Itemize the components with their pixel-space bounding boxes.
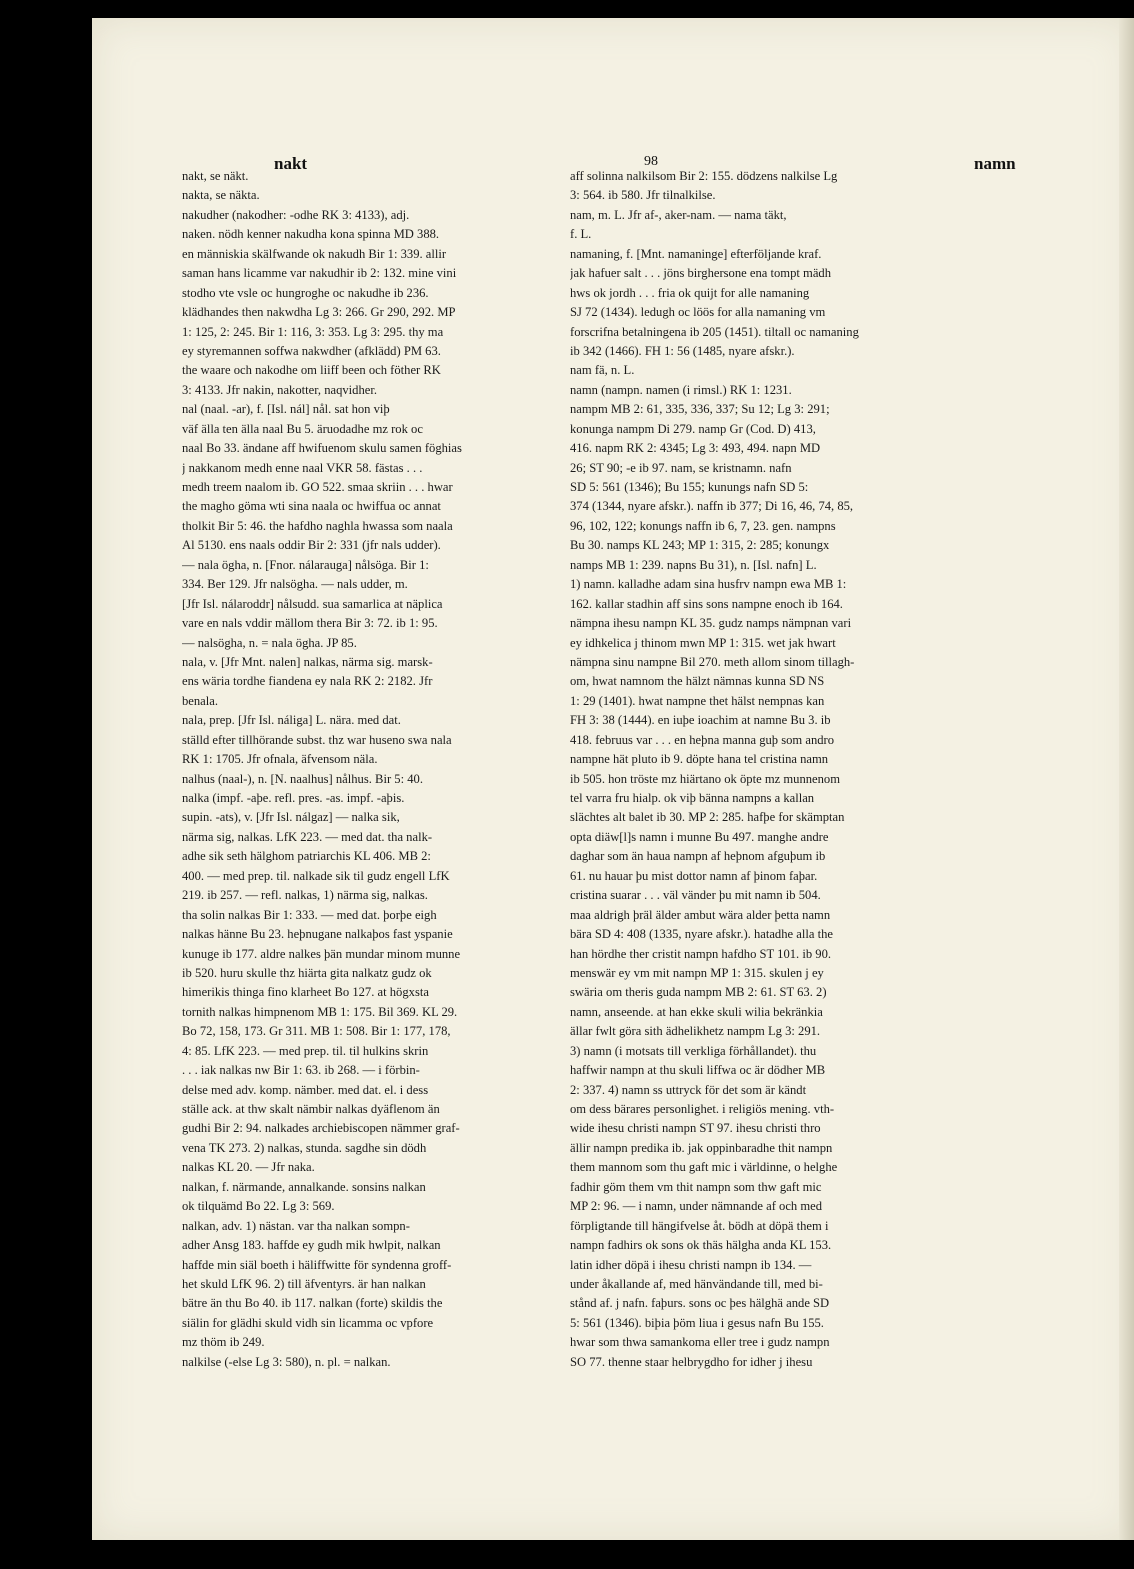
text-line: namps MB 1: 239. napns Bu 31), n. [Isl. nafn] L. (570, 557, 817, 572)
text-line: bära SD 4: 408 (1335, nyare afskr.). hatadhe alla the (570, 927, 833, 942)
text-line: 374 (1344, nyare afskr.). naffn ib 377; Di 16, 46, 74, 85, (570, 499, 854, 514)
text-line: j nakkanom medh enne naal VKR 58. fästas . . . (182, 460, 423, 475)
text-line: slächtes alt balet ib 30. MP 2: 285. hafþe for skämptan (570, 810, 845, 825)
text-line: nam, m. L. Jfr af-, aker-nam. — nama täkt, (570, 207, 787, 222)
text-line: nalkas hänne Bu 23. heþnugane nalkaþos fast yspanie (182, 927, 453, 942)
text-line: himerikis thinga fino klarheet Bo 127. at högxsta (182, 985, 429, 1000)
text-line: ib 505. hon tröste mz hiärtano ok öpte mz munnenom (570, 771, 841, 786)
text-line: maa aldrigh þräl älder ambut wära alder þetta namn (570, 907, 831, 922)
page-spine-edge (1119, 18, 1134, 1540)
text-line: ib 520. huru skulle thz hiärta gita nalkatz gudz ok (182, 965, 432, 980)
text-line: 4: 85. LfK 223. — med prep. til. til hulkins skrin (182, 1043, 429, 1058)
text-line: fadhir göm them vm thit nampn som thw gaft mic (570, 1179, 822, 1194)
text-line: närma sig, nalkas. LfK 223. — med dat. tha nalk- (182, 829, 433, 844)
text-line: om, hwat namnom the hälzt nämnas kunna SD NS (570, 674, 825, 689)
text-line: ällir nampn predika ib. jak oppinbaradhe thit nampn (570, 1140, 833, 1155)
text-line: nam fä, n. L. (570, 363, 635, 378)
text-line: 3) namn (i motsats till verkliga förhållandet). thu (570, 1043, 817, 1058)
text-line: nakudher (nakodher: -odhe RK 3: 4133), adj. (182, 207, 410, 222)
text-line: 26; ST 90; -e ib 97. nam, se kristnamn. nafn (570, 460, 792, 475)
text-line: nakta, se näkta. (182, 188, 260, 203)
text-line: ib 342 (1466). FH 1: 56 (1485, nyare afskr.). (570, 343, 795, 358)
text-line: ens wäria tordhe fiandena ey nala RK 2: 2182. Jfr (182, 674, 433, 689)
text-line: tha solin nalkas Bir 1: 333. — med dat. þorþe eigh (182, 907, 437, 922)
text-line: tel varra fru hialp. ok viþ bänna nampns a kallan (570, 791, 815, 805)
text-line: saman hans licamme var nakudhir ib 2: 132. mine vini (182, 266, 457, 281)
text-line: nala, v. [Jfr Mnt. nalen] nalkas, närma sig. marsk- (182, 654, 433, 669)
running-head-right-word: namn (974, 154, 1016, 173)
text-line: them mannom som thu gaft mic i världinne, o helghe (570, 1160, 838, 1175)
text-line: medh treem naalom ib. GO 522. smaa skriin . . . hwar (182, 480, 453, 494)
text-line: 416. napm RK 2: 4345; Lg 3: 493, 494. napn MD (570, 441, 821, 456)
text-line: han hördhe ther cristit nampn hafdho ST 101. ib 90. (570, 946, 832, 961)
text-line: ällar fwlt göra sith ädhelikhetz nampm Lg 3: 291. (570, 1024, 821, 1039)
left-column (182, 167, 564, 1372)
text-line: nampn fadhirs ok sons ok thäs hälgha anda KL 153. (570, 1238, 832, 1253)
text-line: f. L. (570, 227, 592, 242)
text-line: Bu 30. namps KL 243; MP 1: 315, 2: 285; konungx (570, 538, 830, 553)
text-line: nalkas KL 20. — Jfr naka. (182, 1160, 315, 1175)
text-line: under åkallande af, med hänvändande till, med bi- (570, 1276, 823, 1291)
text-line: daghar som än haua nampn af heþnom afguþum ib (570, 849, 826, 864)
text-line: bätre än thu Bo 40. ib 117. nalkan (forte) skildis the (182, 1296, 443, 1311)
text-line: 61. nu hauar þu mist dottor namn af þinom faþar. (570, 868, 818, 883)
text-line: stånd af. j nafn. faþurs. sons oc þes hälghä ande SD (570, 1296, 830, 1311)
text-line: 3: 4133. Jfr nakin, nakotter, naqvidher. (182, 382, 378, 397)
text-line: 96, 102, 122; konungs naffn ib 6, 7, 23. gen. nampns (570, 518, 836, 533)
text-line: tornith nalkas himpnenom MB 1: 175. Bil 369. KL 29. (182, 1004, 458, 1019)
text-line: adher Ansg 183. haffde ey gudh mik hwlpit, nalkan (182, 1238, 441, 1253)
text-line: en människia skälfwande ok nakudh Bir 1: 339. allir (182, 246, 447, 261)
text-line: adhe sik seth hälghom patriarchis KL 406. MB 2: (182, 849, 431, 864)
text-line: latin idher döpä i ihesu christi nampn ib 134. — (570, 1257, 812, 1272)
text-line: nämpna sinu nampne Bil 270. meth allom sinom tillagh- (570, 654, 855, 669)
text-line: ey idhkelica j thinom mwn MP 1: 315. wet jak hwart (570, 635, 836, 650)
text-line: nakt, se näkt. (182, 169, 249, 183)
text-line: namaning, f. [Mnt. namaninge] efterföljande kraf. (570, 246, 822, 261)
text-line: benala. (182, 693, 219, 708)
text-line: kunuge ib 177. aldre nalkes þän mundar minom munne (182, 946, 461, 961)
text-line: nalkan, adv. 1) nästan. var tha nalkan sompn- (182, 1218, 410, 1233)
text-line: naal Bo 33. ändane aff hwifuenom skulu samen föghias (182, 441, 462, 456)
text-line: delse med adv. komp. nämber. med dat. el. i dess (182, 1082, 429, 1097)
text-line: 400. — med prep. til. nalkade sik til gudz engell LfK (182, 868, 450, 883)
text-line: 1: 29 (1401). hwat nampne thet hälst nempnas kan (570, 693, 825, 708)
text-line: hws ok jordh . . . fria ok quijt for alle namaning (570, 285, 810, 300)
text-line: tholkit Bir 5: 46. the hafdho naghla hwassa som naala (182, 518, 453, 533)
text-line: RK 1: 1705. Jfr ofnala, äfvensom näla. (182, 752, 378, 767)
text-line: vena TK 273. 2) nalkas, stunda. sagdhe sin dödh (182, 1140, 427, 1155)
text-line: supin. -ats), v. [Jfr Isl. nálgaz] — nalka sik, (182, 810, 400, 825)
text-line: 162. kallar stadhin aff sins sons nampne enoch ib 164. (570, 596, 843, 611)
text-line: 3: 564. ib 580. Jfr tilnalkilse. (570, 188, 716, 203)
text-line: stodho vte vsle oc hungroghe oc nakudhe ib 236. (182, 285, 429, 300)
text-line: nalkilse (-else Lg 3: 580), n. pl. = nalkan. (182, 1354, 391, 1369)
text-line: gudhi Bir 2: 94. nalkades archiebiscopen nämmer graf- (182, 1121, 460, 1136)
text-line: 1) namn. kalladhe adam sina husfrv nampn ewa MB 1: (570, 577, 847, 592)
text-line: namn (nampn. namen (i rimsl.) RK 1: 1231. (570, 382, 792, 397)
text-line: ok tilquämd Bo 22. Lg 3: 569. (182, 1199, 335, 1214)
text-line: 5: 561 (1346). biþia þöm liua i gesus nafn Bu 155. (570, 1315, 824, 1330)
text-line: opta diäw[l]s namn i munne Bu 497. manghe andre (570, 829, 829, 844)
text-line: klädhandes then nakwdha Lg 3: 266. Gr 290, 292. MP (182, 305, 456, 320)
text-line: wide ihesu christi nampn ST 97. ihesu christi thro (570, 1121, 821, 1136)
text-line: — nalsögha, n. = nala ögha. JP 85. (182, 635, 357, 650)
text-line: MP 2: 96. — i namn, under nämnande af och med (570, 1199, 823, 1214)
text-line: 418. februus var . . . en heþna manna guþ som andro (570, 732, 835, 747)
text-line: nala, prep. [Jfr Isl. náliga] L. nära. med dat. (182, 713, 401, 728)
text-line: nalka (impf. -aþe. refl. pres. -as. impf. -aþis. (182, 791, 405, 805)
text-line: the magho göma wti sina naala oc hwiffua oc annat (182, 499, 441, 514)
text-line: ey styremannen soffwa nakwdher (afklädd) PM 63. (182, 343, 441, 358)
text-line: nämpna ihesu nampn KL 35. gudz namps nämpnan vari (570, 616, 852, 631)
text-line: FH 3: 38 (1444). en iuþe ioachim at namne Bu 3. ib (570, 713, 831, 728)
text-line: SO 77. thenne staar helbrygdho for idher j ihesu (570, 1354, 813, 1369)
text-line: nampm MB 2: 61, 335, 336, 337; Su 12; Lg 3: 291; (570, 402, 830, 417)
text-line: väf älla ten älla naal Bu 5. äruodadhe mz rok oc (182, 421, 423, 436)
text-line: namn, anseende. at han ekke skuli wilia bekränkia (570, 1004, 823, 1019)
text-line: haffwir nampn at thu skuli liffwa oc är dödher MB (570, 1063, 826, 1078)
text-line: vare en nals vddir mällom thera Bir 3: 72. ib 1: 95. (182, 616, 438, 631)
running-head-left-word: nakt (274, 154, 308, 173)
text-line: nal (naal. -ar), f. [Isl. nál] nål. sat hon viþ (182, 402, 390, 417)
text-line: mz thöm ib 249. (182, 1335, 265, 1350)
text-line: SJ 72 (1434). ledugh oc löös for alla namaning vm (570, 305, 826, 320)
text-line: Al 5130. ens naals oddir Bir 2: 331 (jfr nals udder). (182, 538, 441, 553)
text-line: swäria om theris guda nampm MB 2: 61. ST 63. 2) (570, 985, 827, 1000)
text-line: nalkan, f. närmande, annalkande. sonsins nalkan (182, 1179, 426, 1194)
text-line: cristina suarar . . . väl vänder þu mit namn ib 504. (570, 888, 821, 903)
right-column (570, 167, 952, 1372)
text-line: Bo 72, 158, 173. Gr 311. MB 1: 508. Bir 1: 177, 178, (182, 1024, 451, 1039)
text-line: aff solinna nalkilsom Bir 2: 155. dödzens nalkilse Lg (570, 169, 838, 183)
text-line: nampne hät pluto ib 9. döpte hana tel cristina namn (570, 752, 829, 767)
text-line: . . . iak nalkas nw Bir 1: 63. ib 268. — i förbin- (182, 1063, 420, 1078)
text-line: siälin for glädhi skuld vidh sin licamma oc vpfore (182, 1315, 434, 1330)
text-line: 1: 125, 2: 245. Bir 1: 116, 3: 353. Lg 3: 295. thy ma (182, 324, 444, 339)
text-line: menswär ey vm mit nampn MP 1: 315. skulen j ey (570, 965, 824, 980)
text-line: jak hafuer salt . . . jöns birghersone ena tompt mädh (570, 266, 832, 281)
text-line: [Jfr Isl. nálaroddr] nålsudd. sua samarlica at näplica (182, 596, 443, 611)
text-line: hwar som thwa samankoma eller tree i gudz nampn (570, 1335, 830, 1350)
text-line: om dess bärares personlighet. i religiös mening. vth- (570, 1102, 835, 1116)
text-line: 2: 337. 4) namn ss uttryck för det som är kändt (570, 1082, 807, 1097)
text-line: förpligtande till hängifvelse åt. bödh at döpä them i (570, 1218, 829, 1233)
text-line: ställe ack. at thw skalt nämbir nalkas dyäflenom än (182, 1102, 440, 1116)
text-line: het skuld LfK 96. 2) till äfventyrs. är han nalkan (182, 1276, 426, 1291)
text-line: naken. nödh kenner nakudha kona spinna MD 388. (182, 227, 440, 242)
text-line: haffde min siäl boeth i häliffwitte för syndenna groff- (182, 1257, 452, 1272)
text-line: — nala ögha, n. [Fnor. nálarauga] nålsöga. Bir 1: (182, 557, 429, 572)
text-line: 334. Ber 129. Jfr nalsögha. — nals udder, m. (182, 577, 408, 592)
text-line: forscrifna betalningena ib 205 (1451). tiltall oc namaning (570, 324, 859, 339)
text-line: konunga nampm Di 279. namp Gr (Cod. D) 413, (570, 421, 816, 436)
page-number: 98 (644, 154, 658, 169)
text-line: 219. ib 257. — refl. nalkas, 1) närma sig, nalkas. (182, 888, 428, 903)
text-line: nalhus (naal-), n. [N. naalhus] nålhus. Bir 5: 40. (182, 771, 423, 786)
text-line: SD 5: 561 (1346); Bu 155; kunungs nafn SD 5: (570, 480, 809, 494)
text-line: the waare och nakodhe om liiff been och föther RK (182, 363, 441, 378)
text-line: ställd efter tillhörande subst. thz war huseno swa nala (182, 732, 452, 747)
